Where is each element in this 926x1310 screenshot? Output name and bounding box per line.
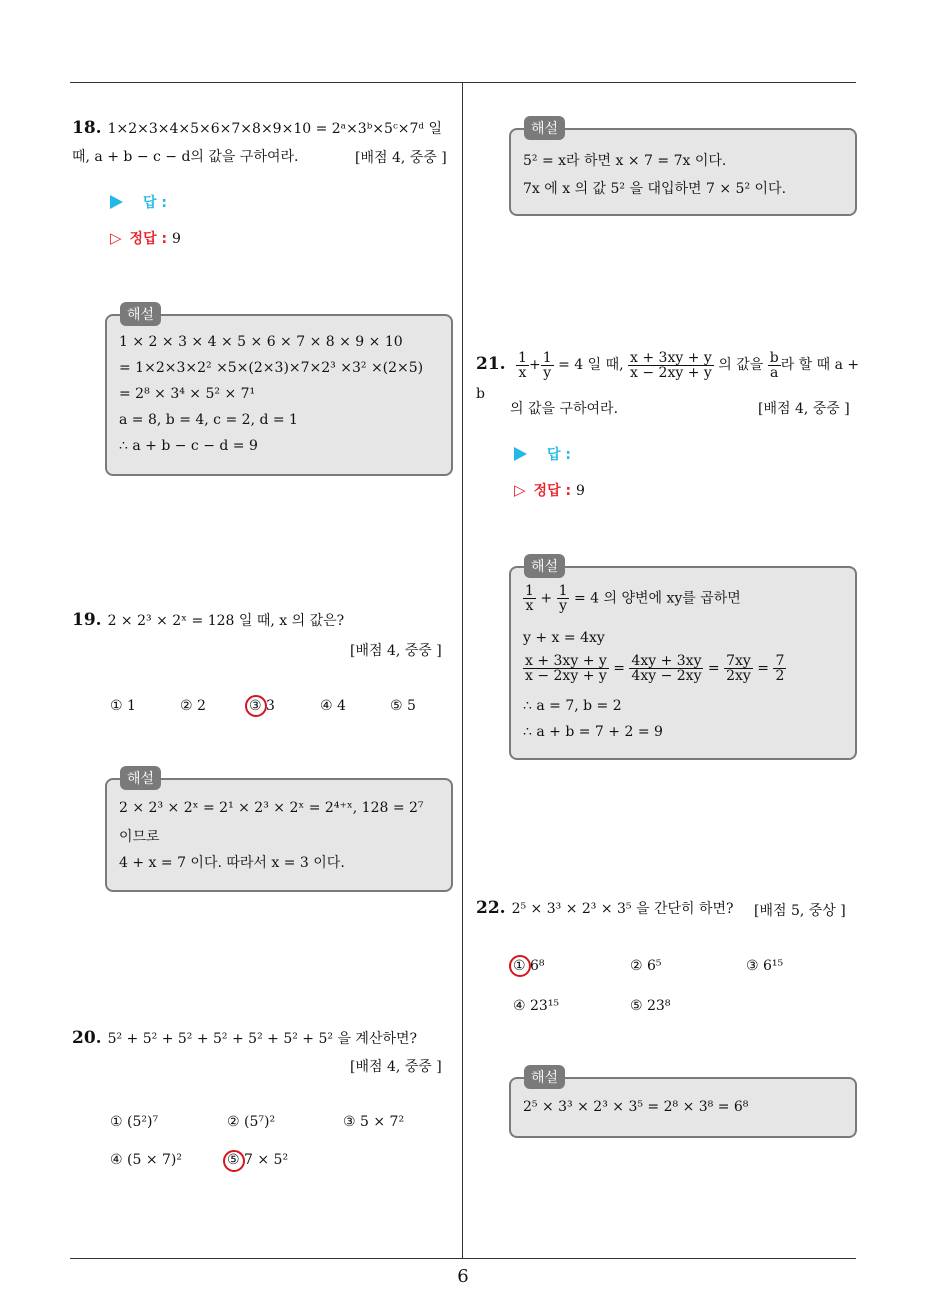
- top-rule: [70, 82, 856, 83]
- solution-tag: 해설: [120, 766, 161, 790]
- question-number: 18.: [72, 118, 102, 138]
- solution-tag: 해설: [524, 1065, 565, 1089]
- question-text-line2: 의 값을 구하여라.: [510, 401, 619, 417]
- solution-box: [509, 566, 857, 760]
- question-number: 21.: [476, 354, 506, 374]
- solution-line: 2⁵ × 3³ × 2³ × 3⁵ = 2⁸ × 3⁸ = 6⁸: [523, 1099, 749, 1115]
- question-text: 라 할 때 a + b: [476, 357, 860, 402]
- choice-2[interactable]: ② 6⁵: [630, 958, 662, 974]
- choice-3[interactable]: ③ 3: [249, 698, 275, 714]
- solution-line: 1 × 2 × 3 × 4 × 5 × 6 × 7 × 8 × 9 × 10: [119, 334, 403, 350]
- solution-tag: 해설: [120, 302, 161, 326]
- question-text: = 4 일 때,: [558, 357, 624, 373]
- solution-line: = 2⁸ × 3⁴ × 5² × 7¹: [119, 386, 256, 402]
- choice-1[interactable]: ① (5²)⁷: [110, 1114, 159, 1130]
- page-number: 6: [457, 1266, 469, 1287]
- question-21: 21. $\frac{1}{x}$ + $\frac{1}{y}$ = 4 일 때, $\frac{x + 3xy + y}{x - 2xy + y}$ 의 값을 $\frac{b}{a}$ 라 할 때 a + b: [476, 349, 860, 402]
- choice-3[interactable]: ③ 6¹⁵: [746, 958, 784, 974]
- points-badge: [배점 4, 중중 ]: [350, 643, 442, 659]
- question-number: 20.: [72, 1028, 102, 1048]
- question-text-line1: 1×2×3×4×5×6×7×8×9×10 = 2ᵃ×3ᵇ×5ᶜ×7ᵈ 일: [107, 121, 443, 137]
- points-badge: [배점 5, 중상 ]: [754, 903, 846, 919]
- column-divider: [462, 83, 463, 1258]
- question-text-line2: 때, a + b − c − d의 값을 구하여라.: [72, 149, 299, 165]
- solution-line: a = 8, b = 4, c = 2, d = 1: [119, 412, 298, 428]
- play-triangle-icon: [110, 195, 123, 209]
- correct-label: 정답 :: [129, 231, 168, 247]
- choice-3[interactable]: ③ 5 × 7²: [343, 1114, 405, 1130]
- choice-5[interactable]: ⑤ 23⁸: [630, 998, 671, 1014]
- question-19: [72, 606, 344, 635]
- choice-4[interactable]: ④ (5 × 7)²: [110, 1152, 182, 1168]
- points-badge: [배점 4, 중중 ]: [355, 150, 447, 166]
- correct-answer-row: [514, 480, 585, 500]
- fraction: $\frac{1}{y}$: [542, 349, 552, 381]
- solution-box: [509, 128, 857, 216]
- choice-4[interactable]: ④ 23¹⁵: [513, 998, 560, 1014]
- play-triangle-icon: [514, 447, 527, 461]
- fraction: $\frac{1}{x}$: [518, 349, 527, 381]
- solution-line: ∴ a + b = 7 + 2 = 9: [523, 724, 663, 740]
- solution-line: $\frac{x + 3xy + y}{x - 2xy + y}$ = $\frac{4xy + 3xy}{4xy - 2xy}$ = $\frac{7xy}{2xy}$ = $\frac{7}{2}$: [525, 653, 785, 684]
- selected-answer-circle: [245, 695, 267, 717]
- answer-label: 답 :: [547, 447, 571, 463]
- selected-answer-circle: [223, 1150, 245, 1172]
- solution-tag: 해설: [524, 116, 565, 140]
- correct-label: 정답 :: [533, 483, 572, 499]
- solution-line: = 1×2×3×2² ×5×(2×3)×7×2³ ×3² ×(2×5): [119, 360, 424, 376]
- fraction: $\frac{b}{a}$: [769, 349, 779, 381]
- solution-line: 이므로: [119, 829, 160, 845]
- selected-answer-circle: [509, 955, 531, 977]
- solution-tag: 해설: [524, 554, 565, 578]
- points-badge: [배점 4, 중중 ]: [350, 1059, 442, 1075]
- solution-box: [105, 778, 453, 892]
- answer-label: 답 :: [143, 195, 167, 211]
- solution-box: [105, 314, 453, 476]
- outline-triangle-icon: ▷: [110, 229, 122, 247]
- correct-value: 9: [575, 483, 585, 499]
- choice-2[interactable]: ② 2: [180, 698, 206, 714]
- choice-4[interactable]: ④ 4: [320, 698, 346, 714]
- answer-row: [514, 444, 571, 464]
- question-number: 19.: [72, 610, 102, 630]
- outline-triangle-icon: ▷: [514, 481, 526, 499]
- answer-row: [110, 192, 167, 212]
- question-number: 22.: [476, 898, 506, 918]
- question-22: [476, 894, 734, 923]
- question-text: 5² + 5² + 5² + 5² + 5² + 5² + 5² 을 계산하면?: [107, 1031, 418, 1047]
- question-text: 2 × 2³ × 2ˣ = 128 일 때, x 의 값은?: [107, 613, 345, 629]
- solution-line: ∴ a + b − c − d = 9: [119, 438, 258, 454]
- question-text: 2⁵ × 3³ × 2³ × 3⁵ 을 간단히 하면?: [511, 901, 734, 917]
- correct-answer-row: [110, 228, 181, 248]
- solution-line: 2 × 2³ × 2ˣ = 2¹ × 2³ × 2ˣ = 2⁴⁺ˣ, 128 = 2⁷: [119, 800, 424, 816]
- points-badge: [배점 4, 중중 ]: [758, 401, 850, 417]
- choice-1[interactable]: ① 6⁸: [513, 958, 545, 974]
- solution-line: y + x = 4xy: [523, 630, 605, 646]
- solution-line: ∴ a = 7, b = 2: [523, 698, 622, 714]
- choice-5[interactable]: ⑤ 7 × 5²: [227, 1152, 289, 1168]
- choice-5[interactable]: ⑤ 5: [390, 698, 416, 714]
- bottom-rule: [70, 1258, 856, 1259]
- solution-line: 5² = x라 하면 x × 7 = 7x 이다.: [523, 153, 727, 169]
- solution-line: $\frac{1}{x}$ + $\frac{1}{y}$ = 4 의 양변에 xy를 곱하면: [525, 583, 741, 614]
- solution-line: 7x 에 x 의 값 5² 을 대입하면 7 × 5² 이다.: [523, 181, 787, 197]
- correct-value: 9: [171, 231, 181, 247]
- question-20: [72, 1024, 417, 1053]
- question-text: 의 값을: [718, 357, 764, 373]
- fraction: $\frac{x + 3xy + y}{x - 2xy + y}$: [630, 349, 712, 381]
- choice-2[interactable]: ② (5⁷)²: [227, 1114, 276, 1130]
- solution-line: 4 + x = 7 이다. 따라서 x = 3 이다.: [119, 855, 345, 871]
- choice-1[interactable]: ① 1: [110, 698, 136, 714]
